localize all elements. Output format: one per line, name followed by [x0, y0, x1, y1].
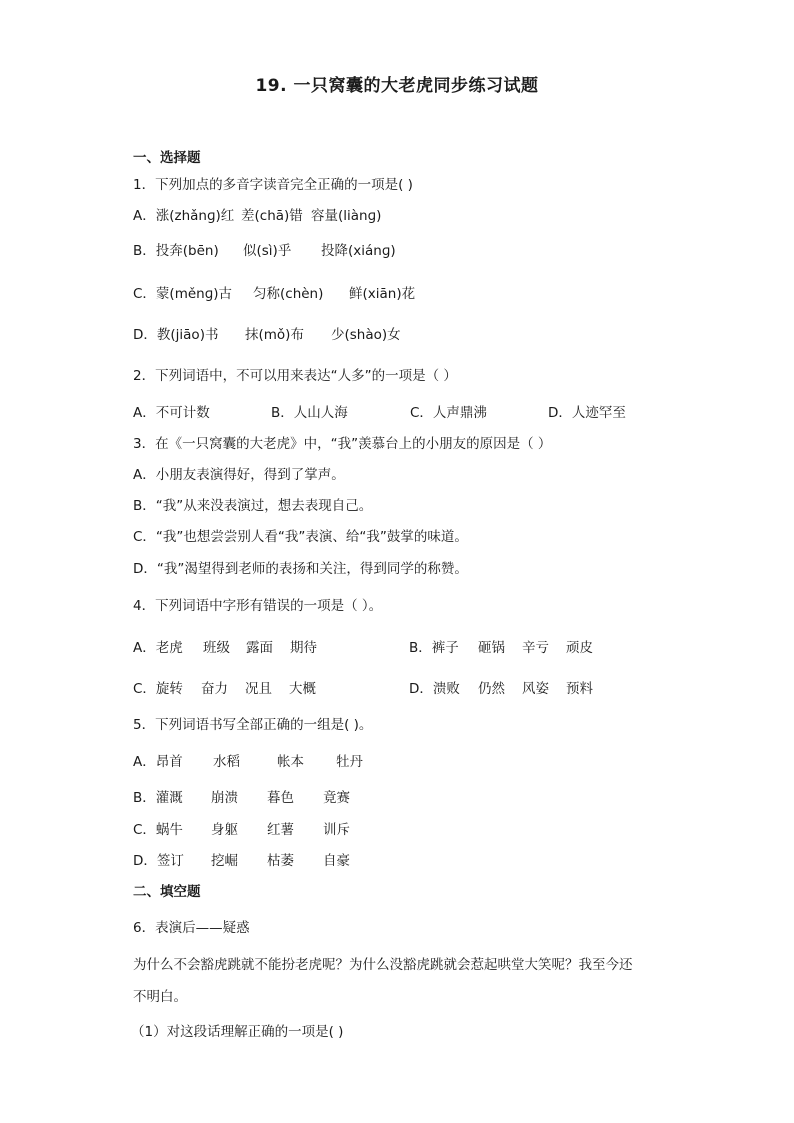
option-part: A．昂首: [133, 754, 183, 770]
question-5-option-d: [133, 849, 533, 867]
option-part: B．裤子: [409, 640, 459, 656]
option-part: 暮色: [267, 790, 294, 806]
option-part: 训斥: [323, 822, 350, 838]
option-part: 班级: [203, 640, 230, 656]
question-6-subquestion-1: （1）对这段话理解正确的一项是( ): [131, 1024, 344, 1040]
option-part: 红薯: [267, 822, 294, 838]
question-1-option-d: [133, 323, 653, 341]
option-d: D．人迹罕至: [548, 405, 626, 421]
question-5-option-b: [133, 786, 533, 804]
option-part: B．灌溉: [133, 790, 183, 806]
option-part: B．投奔(bēn): [133, 243, 219, 259]
question-3-option-b: B．“我”从来没表演过，想去表现自己。: [133, 498, 373, 514]
question-6-stem: 6．表演后——疑惑: [133, 920, 250, 936]
question-3-option-c: C．“我”也想尝尝别人看“我”表演、给“我”鼓掌的味道。: [133, 529, 468, 545]
option-part: 投降(xiánɡ): [321, 243, 396, 259]
question-5-option-a: [133, 750, 533, 768]
question-1-option-a: [133, 204, 653, 222]
option-part: 似(sì)乎: [243, 243, 292, 259]
option-part: 挖崛: [211, 853, 238, 869]
question-4-stem: 4．下列词语中字形有错误的一项是（ ）。: [133, 598, 383, 614]
question-4-row-ab: [133, 636, 653, 654]
option-part: 帐本: [277, 754, 304, 770]
option-part: C．蜗牛: [133, 822, 183, 838]
option-c: C．人声鼎沸: [410, 405, 487, 421]
option-part: 大概: [289, 681, 316, 697]
option-part: A．涨(zhǎnɡ)红: [133, 208, 235, 224]
question-3-option-d: D．“我”渴望得到老师的表扬和关注，得到同学的称赞。: [133, 561, 468, 577]
option-part: 崩溃: [211, 790, 238, 806]
question-5-stem: 5．下列词语书写全部正确的一组是( )。: [133, 717, 373, 733]
option-part: 露面: [246, 640, 273, 656]
option-part: 自豪: [323, 853, 350, 869]
question-5-option-c: [133, 818, 533, 836]
option-part: A．老虎: [133, 640, 183, 656]
option-part: D．溃败: [409, 681, 460, 697]
question-4-row-cd: [133, 677, 653, 695]
option-part: 身躯: [211, 822, 238, 838]
section-heading-fill: 二、填空题: [133, 884, 201, 900]
option-part: C．旋转: [133, 681, 183, 697]
option-part: D．教(jiāo)书: [133, 327, 219, 343]
option-part: C．蒙(měnɡ)古: [133, 286, 233, 302]
question-6-passage-line-1: 为什么不会豁虎跳就不能扮老虎呢？为什么没豁虎跳就会惹起哄堂大笑呢？我至今还: [133, 957, 633, 973]
question-1-option-b: [133, 239, 653, 257]
option-part: 枯萎: [267, 853, 294, 869]
option-part: 况且: [245, 681, 272, 697]
option-part: 牡丹: [336, 754, 363, 770]
option-part: 少(shào)女: [331, 327, 401, 343]
question-2-options: [133, 401, 653, 419]
option-part: 容量(liànɡ): [311, 208, 382, 224]
option-b: B．人山人海: [271, 405, 348, 421]
option-part: 差(chā)错: [241, 208, 303, 224]
question-2-stem: 2．下列词语中，不可以用来表达“人多”的一项是（ ）: [133, 368, 457, 384]
option-part: 风姿: [522, 681, 549, 697]
option-part: 匀称(chèn): [253, 286, 324, 302]
option-part: 水稻: [213, 754, 240, 770]
option-part: 仍然: [478, 681, 505, 697]
question-3-option-a: A．小朋友表演得好，得到了掌声。: [133, 467, 345, 483]
option-a: A．不可计数: [133, 405, 210, 421]
option-part: 竟赛: [323, 790, 350, 806]
option-part: 期待: [290, 640, 317, 656]
option-part: 奋力: [201, 681, 228, 697]
option-part: 辛亏: [522, 640, 549, 656]
option-part: 鲜(xiān)花: [349, 286, 416, 302]
section-heading-choice: 一、选择题: [133, 150, 201, 166]
question-1-stem: 1．下列加点的多音字读音完全正确的一项是( ): [133, 177, 413, 193]
question-3-stem: 3．在《一只窝囊的大老虎》中，“我”羡慕台上的小朋友的原因是（ ）: [133, 436, 552, 452]
option-part: 顽皮: [566, 640, 593, 656]
option-part: 砸锅: [478, 640, 505, 656]
option-part: D．签订: [133, 853, 184, 869]
option-part: 抹(mǒ)布: [245, 327, 304, 343]
option-part: 预料: [566, 681, 593, 697]
page-title: 19. 一只窝囊的大老虎同步练习试题: [255, 76, 539, 96]
question-6-passage-line-2: 不明白。: [133, 989, 187, 1005]
question-1-option-c: [133, 282, 653, 300]
